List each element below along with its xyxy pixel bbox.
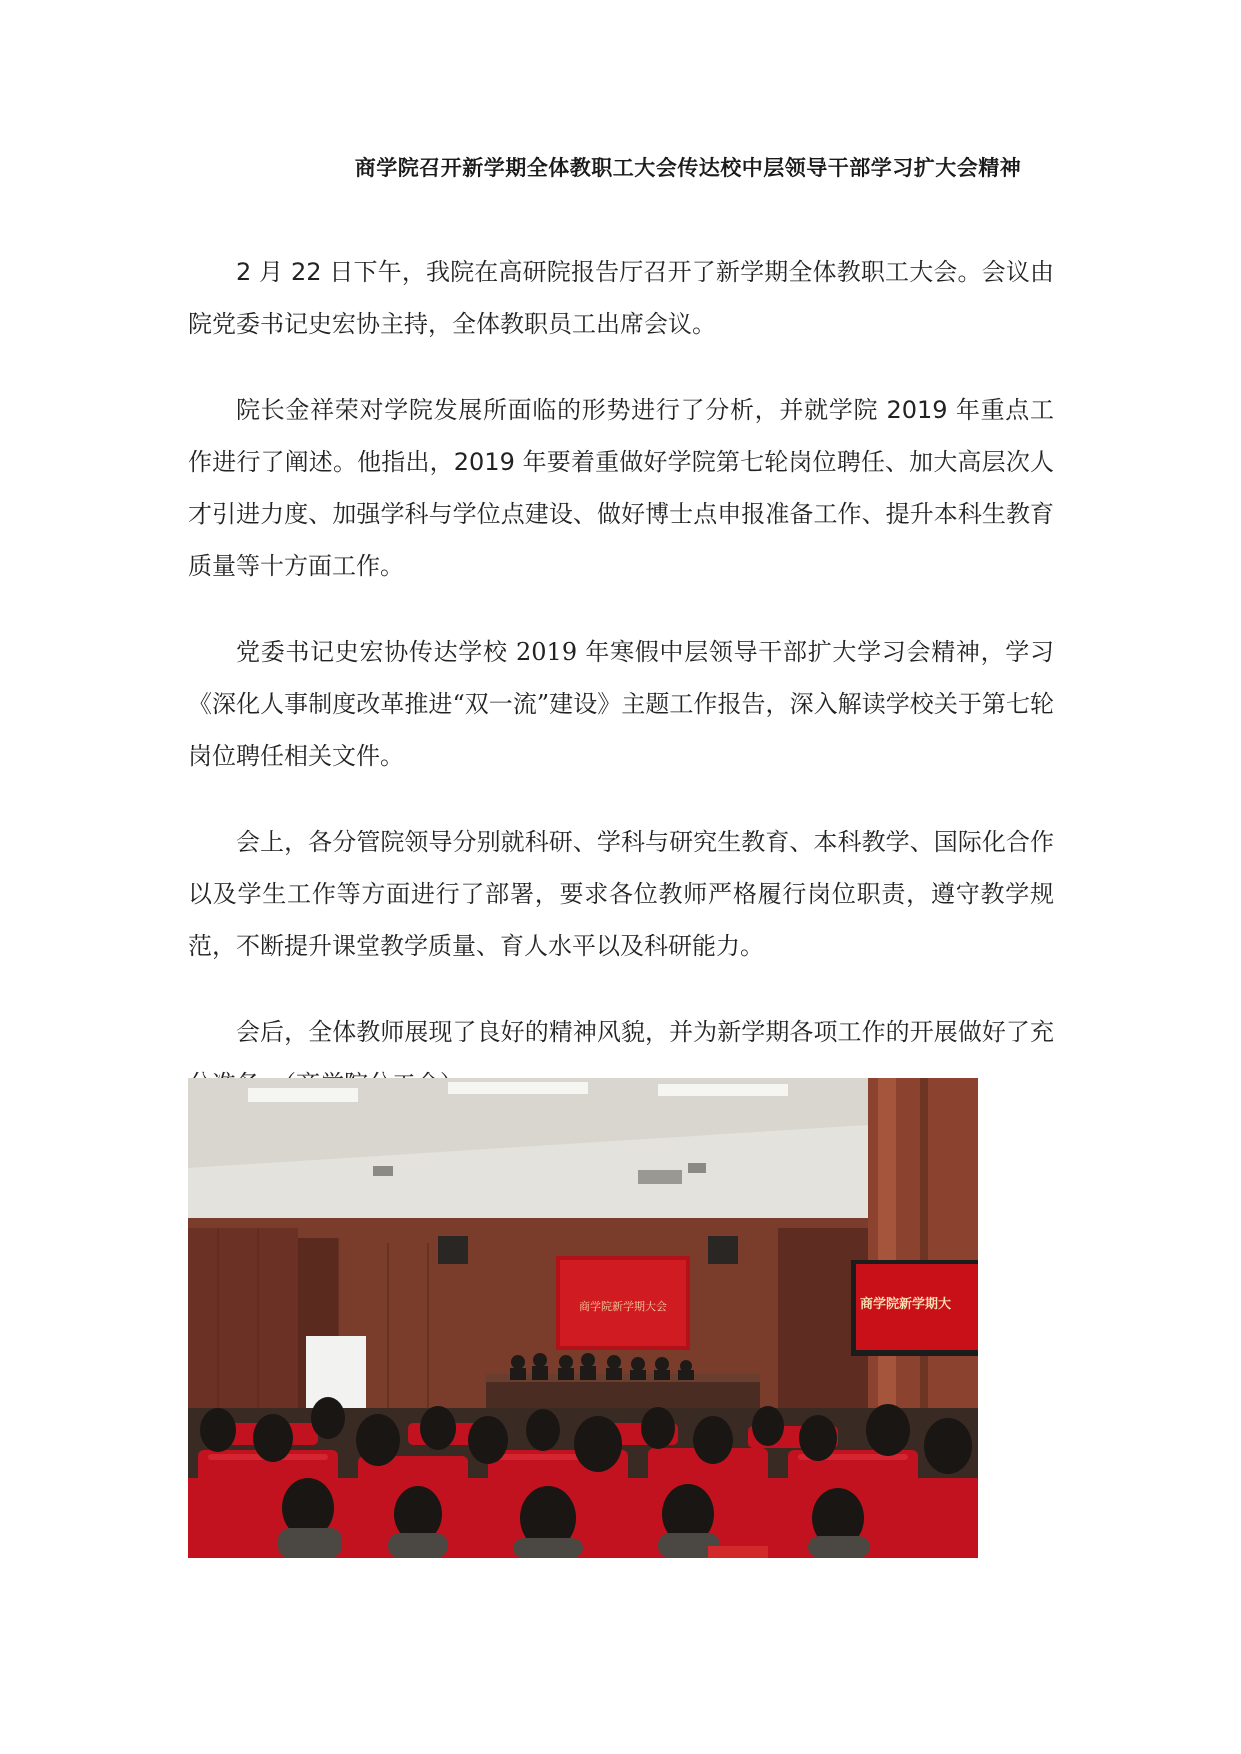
article-body	[188, 246, 1054, 1144]
paragraph-3: 党委书记史宏协传达学校 2019 年寒假中层领导干部扩大学习会精神，学习《深化人事制度改革推进“双一流”建设》主题工作报告，深入解读学校关于第七轮岗位聘任相关文件。	[188, 638, 1054, 770]
right-screen-text: 商学院新学期大	[860, 1297, 952, 1312]
paragraph-2: 院长金祥荣对学院发展所面临的形势进行了分析，并就学院 2019 年重点工作进行了阐述。他指出，2019 年要着重做好学院第七轮岗位聘任、加大高层次人才引进力度、加强学科与学位点建设、做好博士点申报准备工作、提升本科生教育质量等十方面工作。	[188, 396, 1054, 580]
paragraph-1: 2 月 22 日下午，我院在高研院报告厅召开了新学期全体教职工大会。会议由院党委书记史宏协主持，全体教职员工出席会议。	[188, 258, 1054, 338]
paragraph-4: 会上，各分管院领导分别就科研、学科与研究生教育、本科教学、国际化合作以及学生工作等方面进行了部署，要求各位教师严格履行岗位职责，遵守教学规范，不断提升课堂教学质量、育人水平以及科研能力。	[188, 828, 1054, 960]
paragraph-5: 会后，全体教师展现了良好的精神风貌，并为新学期各项工作的开展做好了充	[236, 1018, 1054, 1046]
meeting-photo	[188, 1078, 978, 1558]
article-title: 商学院召开新学期全体教职工大会传达校中层领导干部学习扩大会精神	[354, 155, 1022, 180]
center-screen-text: 商学院新学期大会	[579, 1300, 667, 1313]
meeting-photo-illustration	[188, 1078, 978, 1558]
